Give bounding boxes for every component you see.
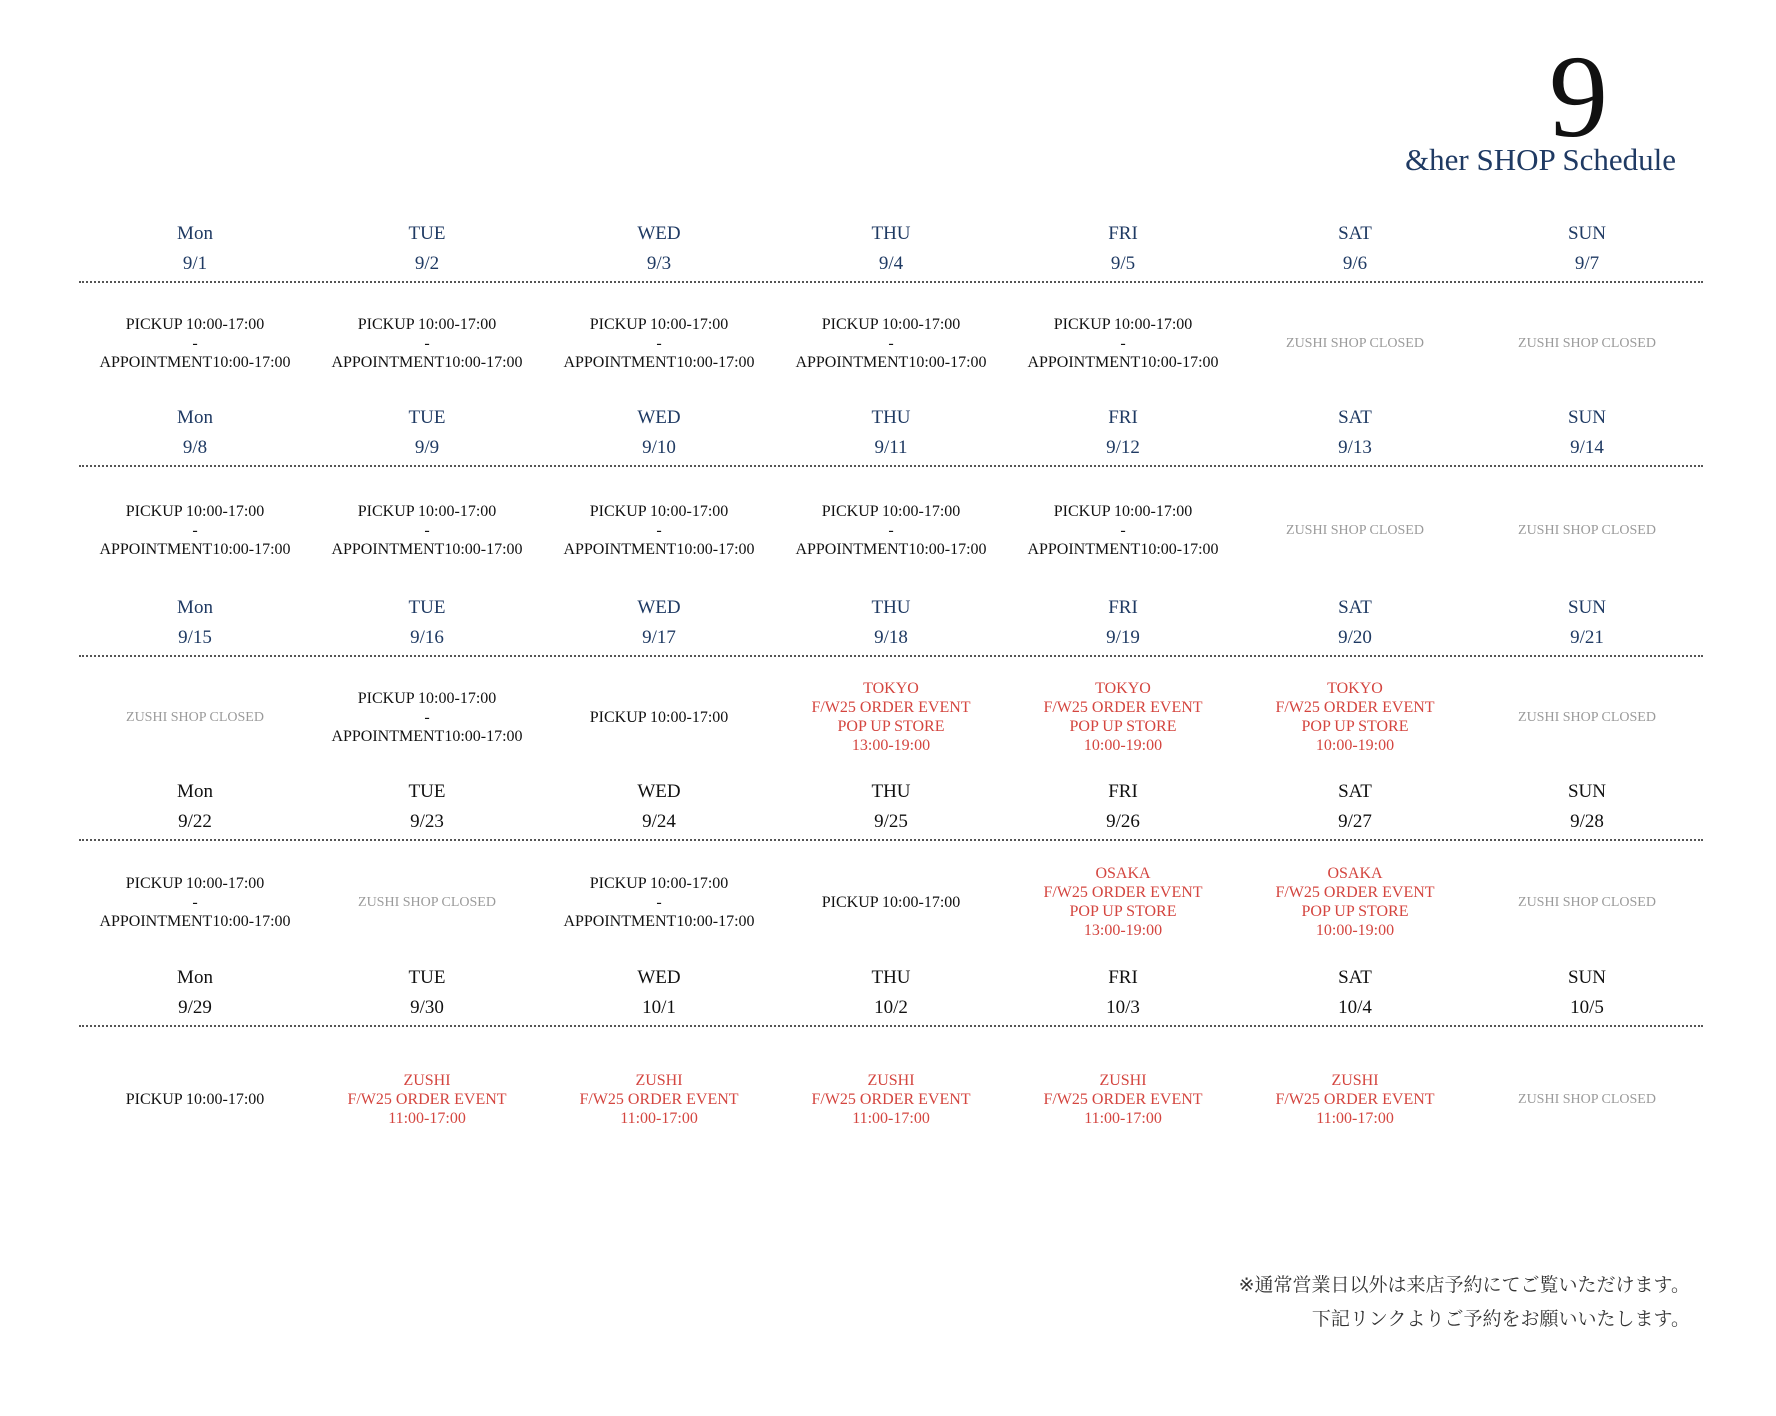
schedule-line: POP UP STORE — [1069, 718, 1177, 735]
schedule-line: TOKYO — [863, 680, 919, 697]
schedule-line: APPOINTMENT10:00-17:00 — [99, 540, 291, 558]
schedule-line: ZUSHI SHOP CLOSED — [1286, 522, 1424, 538]
schedule-line: - — [192, 334, 198, 352]
schedule-line: APPOINTMENT10:00-17:00 — [563, 353, 755, 371]
schedule-line: PICKUP 10:00-17:00 — [125, 1091, 265, 1108]
hours-cell — [543, 841, 775, 963]
hours-cell — [543, 657, 775, 777]
date-label: 9/18 — [874, 627, 908, 648]
schedule-line: APPOINTMENT10:00-17:00 — [331, 353, 523, 371]
weekday-label: FRI — [1108, 781, 1138, 802]
date-label: 10/4 — [1338, 997, 1372, 1018]
schedule-line: F/W25 ORDER EVENT — [1275, 884, 1435, 901]
event-cell — [1239, 1027, 1471, 1172]
schedule-line: APPOINTMENT10:00-17:00 — [795, 540, 987, 558]
weekday-label: Mon — [177, 781, 213, 802]
weekday-label: Mon — [177, 967, 213, 988]
event-cell — [775, 657, 1007, 777]
schedule-line: 11:00-17:00 — [852, 1110, 930, 1127]
hours-cell — [775, 841, 1007, 963]
date-label: 9/30 — [410, 997, 444, 1018]
schedule-line: - — [888, 334, 894, 352]
month-number: 9 — [1549, 31, 1608, 162]
schedule-line: APPOINTMENT10:00-17:00 — [1027, 540, 1219, 558]
schedule-content-row — [79, 1027, 1703, 1172]
date-label: 10/5 — [1570, 997, 1604, 1018]
weekday-label: THU — [871, 407, 911, 428]
weekday-label: SAT — [1338, 223, 1372, 244]
weekday-label: TUE — [408, 967, 446, 988]
date-label: 9/25 — [874, 811, 908, 832]
hours-cell — [543, 283, 775, 403]
weekday-header-row — [79, 403, 1703, 433]
weekday-label: SUN — [1567, 781, 1606, 802]
date-label: 9/21 — [1570, 627, 1604, 648]
date-label: 9/22 — [178, 811, 212, 832]
schedule-line: PICKUP 10:00-17:00 — [821, 315, 961, 333]
date-label: 9/12 — [1106, 437, 1140, 458]
schedule-line: - — [656, 334, 662, 352]
schedule-line: ZUSHI SHOP CLOSED — [1518, 335, 1656, 351]
schedule-line: 13:00-19:00 — [1083, 922, 1163, 939]
date-label: 9/24 — [642, 811, 676, 832]
weekday-label: FRI — [1108, 967, 1138, 988]
date-row — [79, 807, 1703, 837]
schedule-line: ZUSHI — [1099, 1072, 1147, 1089]
date-label: 9/13 — [1338, 437, 1372, 458]
shop-closed-cell — [1471, 657, 1703, 777]
date-label: 9/15 — [178, 627, 212, 648]
schedule-line: APPOINTMENT10:00-17:00 — [331, 727, 523, 745]
shop-closed-cell — [79, 657, 311, 777]
schedule-line: ZUSHI SHOP CLOSED — [1518, 709, 1656, 725]
date-label: 10/2 — [874, 997, 908, 1018]
date-label: 10/3 — [1106, 997, 1140, 1018]
schedule-line: APPOINTMENT10:00-17:00 — [795, 353, 987, 371]
date-label: 10/1 — [642, 997, 676, 1018]
date-label: 9/6 — [1342, 253, 1368, 274]
schedule-line: ZUSHI SHOP CLOSED — [1518, 1092, 1656, 1107]
schedule-line: 11:00-17:00 — [388, 1110, 466, 1127]
schedule-line: ZUSHI SHOP CLOSED — [1518, 522, 1656, 538]
schedule-line: PICKUP 10:00-17:00 — [357, 502, 497, 520]
schedule-line: - — [192, 521, 198, 539]
schedule-line: PICKUP 10:00-17:00 — [821, 893, 961, 911]
schedule-line: F/W25 ORDER EVENT — [811, 699, 971, 716]
event-cell — [1007, 657, 1239, 777]
event-cell — [775, 1027, 1007, 1172]
hours-cell — [79, 283, 311, 403]
hours-cell — [1007, 467, 1239, 593]
weekday-label: WED — [637, 781, 681, 802]
shop-closed-cell — [1239, 283, 1471, 403]
schedule-line: - — [192, 893, 198, 911]
shop-closed-cell — [311, 841, 543, 963]
schedule-line: F/W25 ORDER EVENT — [1043, 699, 1203, 716]
weekday-label: WED — [637, 407, 681, 428]
event-cell — [1007, 841, 1239, 963]
schedule-line: PICKUP 10:00-17:00 — [589, 708, 729, 726]
date-label: 9/26 — [1106, 811, 1140, 832]
date-label: 9/28 — [1570, 811, 1604, 832]
schedule-line: ZUSHI SHOP CLOSED — [1286, 335, 1424, 351]
schedule-line: PICKUP 10:00-17:00 — [1053, 315, 1193, 333]
date-label: 9/14 — [1570, 437, 1604, 458]
weekday-label: THU — [871, 781, 911, 802]
schedule-content-row — [79, 841, 1703, 963]
schedule-line: 10:00-19:00 — [1315, 737, 1395, 754]
schedule-line: POP UP STORE — [1301, 903, 1409, 920]
date-label: 9/20 — [1338, 627, 1372, 648]
schedule-line: PICKUP 10:00-17:00 — [125, 874, 265, 892]
schedule-line: - — [424, 521, 430, 539]
date-label: 9/8 — [182, 437, 208, 458]
date-label: 9/9 — [414, 437, 440, 458]
schedule-line: PICKUP 10:00-17:00 — [125, 502, 265, 520]
schedule-line: TOKYO — [1327, 680, 1383, 697]
weekday-header-row — [79, 963, 1703, 993]
weekday-label: FRI — [1108, 407, 1138, 428]
date-row — [79, 623, 1703, 653]
hours-cell — [79, 1027, 311, 1172]
date-label: 9/11 — [874, 437, 908, 458]
date-row — [79, 433, 1703, 463]
shop-closed-cell — [1471, 283, 1703, 403]
weekday-label: SAT — [1338, 967, 1372, 988]
schedule-line: PICKUP 10:00-17:00 — [1053, 502, 1193, 520]
schedule-line: - — [424, 708, 430, 726]
weekday-label: TUE — [408, 223, 446, 244]
schedule-content-row — [79, 467, 1703, 593]
date-label: 9/7 — [1574, 253, 1600, 274]
weekday-label: THU — [871, 967, 911, 988]
schedule-line: APPOINTMENT10:00-17:00 — [563, 912, 755, 930]
schedule-line: - — [424, 334, 430, 352]
schedule-line: - — [1120, 521, 1126, 539]
schedule-line: 13:00-19:00 — [851, 737, 931, 754]
schedule-line: OSAKA — [1327, 865, 1383, 882]
event-cell — [543, 1027, 775, 1172]
hours-cell — [775, 283, 1007, 403]
schedule-line: F/W25 ORDER EVENT — [1043, 1091, 1203, 1108]
schedule-line: PICKUP 10:00-17:00 — [357, 315, 497, 333]
schedule-content-row — [79, 283, 1703, 403]
weekday-label: SUN — [1567, 407, 1606, 428]
weekday-label: SUN — [1567, 223, 1606, 244]
schedule-line: - — [1120, 334, 1126, 352]
date-label: 9/5 — [1110, 253, 1136, 274]
schedule-line: ZUSHI — [1331, 1072, 1379, 1089]
weekday-label: FRI — [1108, 223, 1138, 244]
schedule-line: F/W25 ORDER EVENT — [579, 1091, 739, 1108]
weekday-header-row — [79, 777, 1703, 807]
schedule-line: ZUSHI SHOP CLOSED — [358, 894, 496, 910]
schedule-line: F/W25 ORDER EVENT — [1275, 1091, 1435, 1108]
weekday-label: WED — [637, 223, 681, 244]
schedule-line: ZUSHI — [403, 1072, 451, 1089]
hours-cell — [79, 841, 311, 963]
date-label: 9/2 — [414, 253, 440, 274]
schedule-line: 11:00-17:00 — [620, 1110, 698, 1127]
calendar-week — [79, 963, 1703, 1172]
weekday-label: FRI — [1108, 597, 1138, 618]
date-label: 9/27 — [1338, 811, 1372, 832]
event-cell — [1239, 657, 1471, 777]
schedule-line: APPOINTMENT10:00-17:00 — [99, 353, 291, 371]
calendar-week — [79, 219, 1703, 403]
schedule-line: ZUSHI SHOP CLOSED — [1518, 894, 1656, 910]
calendar-week — [79, 403, 1703, 593]
weekday-header-row — [79, 593, 1703, 623]
hours-cell — [79, 467, 311, 593]
schedule-line: 10:00-19:00 — [1315, 922, 1395, 939]
schedule-line: F/W25 ORDER EVENT — [1043, 884, 1203, 901]
schedule-line: PICKUP 10:00-17:00 — [589, 874, 729, 892]
date-row — [79, 249, 1703, 279]
schedule-line: PICKUP 10:00-17:00 — [589, 502, 729, 520]
shop-closed-cell — [1239, 467, 1471, 593]
date-label: 9/23 — [410, 811, 444, 832]
schedule-line: TOKYO — [1095, 680, 1151, 697]
hours-cell — [311, 283, 543, 403]
event-cell — [311, 1027, 543, 1172]
date-label: 9/29 — [178, 997, 212, 1018]
weekday-label: Mon — [177, 223, 213, 244]
date-label: 9/1 — [182, 253, 208, 274]
schedule-line: 11:00-17:00 — [1316, 1110, 1394, 1127]
hours-cell — [543, 467, 775, 593]
hours-cell — [1007, 283, 1239, 403]
schedule-line: APPOINTMENT10:00-17:00 — [99, 912, 291, 930]
schedule-content-row — [79, 657, 1703, 777]
weekday-label: TUE — [408, 781, 446, 802]
footer-note-line: 下記リンクよりご予約をお願いいたします。 — [1311, 1308, 1690, 1330]
hours-cell — [311, 657, 543, 777]
weekday-label: THU — [871, 223, 911, 244]
schedule-line: 10:00-19:00 — [1083, 737, 1163, 754]
schedule-line: APPOINTMENT10:00-17:00 — [563, 540, 755, 558]
schedule-line: ZUSHI — [635, 1072, 683, 1089]
schedule-line: F/W25 ORDER EVENT — [347, 1091, 507, 1108]
hours-cell — [775, 467, 1007, 593]
schedule-line: PICKUP 10:00-17:00 — [589, 315, 729, 333]
schedule-line: ZUSHI SHOP CLOSED — [126, 709, 264, 725]
schedule-line: PICKUP 10:00-17:00 — [357, 689, 497, 707]
weekday-label: Mon — [177, 597, 213, 618]
schedule-line: APPOINTMENT10:00-17:00 — [331, 540, 523, 558]
date-label: 9/19 — [1106, 627, 1140, 648]
date-label: 9/10 — [642, 437, 676, 458]
event-cell — [1239, 841, 1471, 963]
weekday-label: Mon — [177, 407, 213, 428]
weekday-label: TUE — [408, 407, 446, 428]
weekday-label: SAT — [1338, 781, 1372, 802]
weekday-label: TUE — [408, 597, 446, 618]
weekday-label: SAT — [1338, 597, 1372, 618]
schedule-line: ZUSHI — [867, 1072, 915, 1089]
weekday-label: SUN — [1567, 967, 1606, 988]
date-row — [79, 993, 1703, 1023]
date-label: 9/3 — [646, 253, 672, 274]
weekday-label: WED — [637, 597, 681, 618]
event-cell — [1007, 1027, 1239, 1172]
weekday-header-row — [79, 219, 1703, 249]
schedule-line: POP UP STORE — [1069, 903, 1177, 920]
schedule-line: 11:00-17:00 — [1084, 1110, 1162, 1127]
schedule-calendar — [79, 219, 1703, 1172]
schedule-line: - — [656, 893, 662, 911]
schedule-line: OSAKA — [1095, 865, 1151, 882]
shop-closed-cell — [1471, 1027, 1703, 1172]
calendar-week — [79, 777, 1703, 963]
schedule-line: F/W25 ORDER EVENT — [1275, 699, 1435, 716]
shop-closed-cell — [1471, 467, 1703, 593]
schedule-line: - — [888, 521, 894, 539]
weekday-label: SUN — [1567, 597, 1606, 618]
footer-note — [1239, 1268, 1690, 1336]
schedule-line: POP UP STORE — [1301, 718, 1409, 735]
schedule-line: PICKUP 10:00-17:00 — [125, 315, 265, 333]
date-label: 9/4 — [878, 253, 904, 274]
hours-cell — [311, 467, 543, 593]
schedule-line: POP UP STORE — [837, 718, 945, 735]
date-label: 9/17 — [642, 627, 676, 648]
weekday-label: WED — [637, 967, 681, 988]
calendar-week — [79, 593, 1703, 777]
weekday-label: SAT — [1338, 407, 1372, 428]
schedule-line: APPOINTMENT10:00-17:00 — [1027, 353, 1219, 371]
schedule-line: - — [656, 521, 662, 539]
date-label: 9/16 — [410, 627, 444, 648]
schedule-line: F/W25 ORDER EVENT — [811, 1091, 971, 1108]
schedule-title: &her SHOP Schedule — [1405, 142, 1676, 177]
schedule-line: PICKUP 10:00-17:00 — [821, 502, 961, 520]
footer-note-line: ※通常営業日以外は来店予約にてご覧いただけます。 — [1238, 1274, 1690, 1296]
weekday-label: THU — [871, 597, 911, 618]
shop-closed-cell — [1471, 841, 1703, 963]
